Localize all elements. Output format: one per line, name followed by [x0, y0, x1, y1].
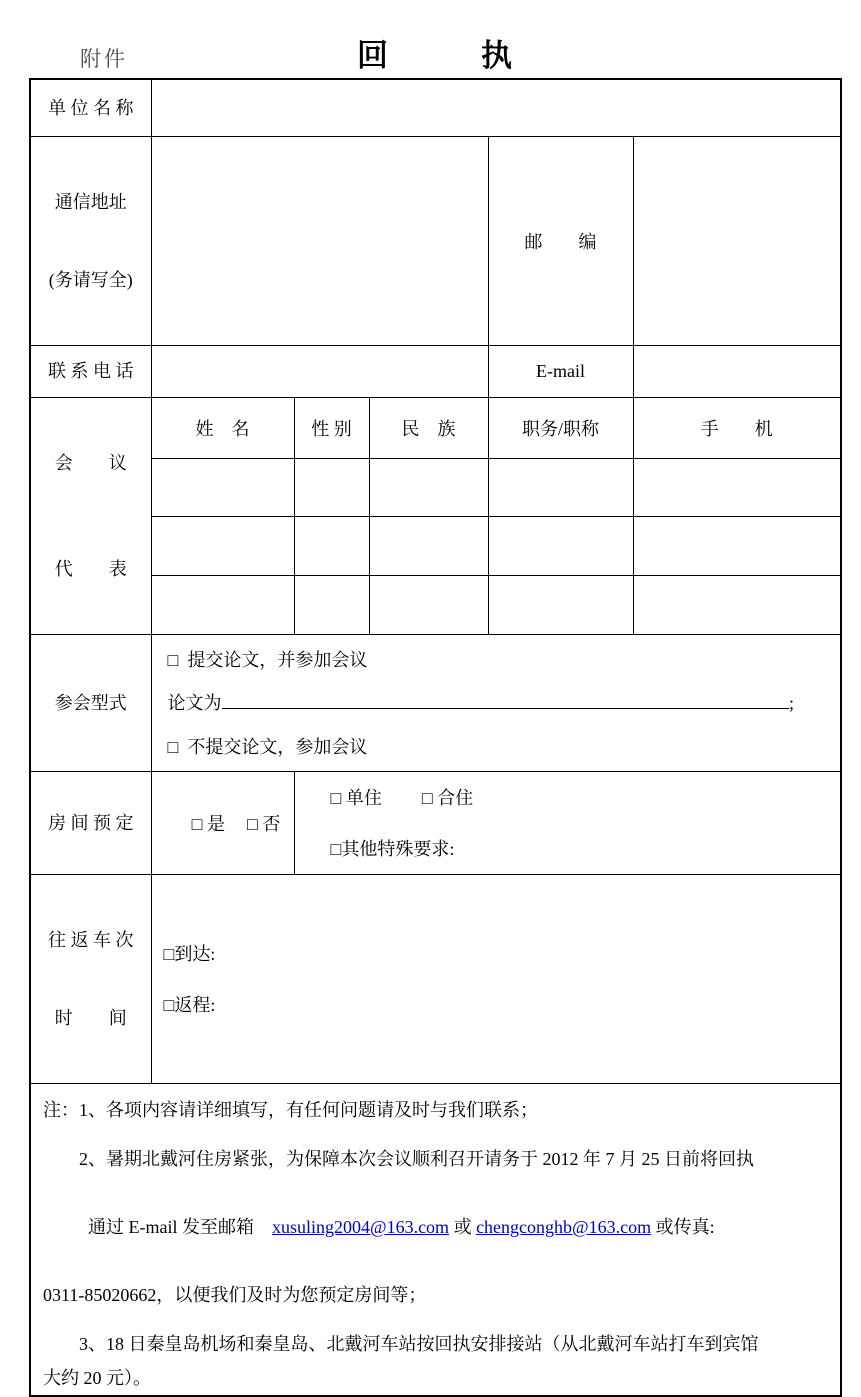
checkbox-room-no[interactable]: □ 否	[247, 813, 281, 834]
row-phone	[30, 345, 841, 397]
row-address	[30, 136, 841, 345]
delegate2-mobile-cell[interactable]	[633, 517, 841, 576]
col-header-mobile: 手 机	[633, 397, 841, 458]
note-3-line2: 大约 20 元）。	[43, 1367, 151, 1388]
notes-cell	[30, 1083, 841, 1396]
delegates-label-line1: 会 议	[54, 452, 127, 473]
checkbox-return[interactable]: □返程:	[163, 994, 216, 1015]
attachment-label: 附件	[80, 47, 128, 71]
delegate2-ethnicity-cell[interactable]	[369, 517, 488, 576]
note-3-line1: 3、18 日秦皇岛机场和秦皇岛、北戴河车站按回执安排接站（从北戴河车站打车到宾馆	[79, 1333, 759, 1354]
delegate3-mobile-cell[interactable]	[633, 575, 841, 634]
delegate3-gender-cell[interactable]	[294, 575, 369, 634]
paper-title-blank-line[interactable]	[222, 691, 790, 709]
delegate-row-1	[30, 458, 841, 517]
delegate1-ethnicity-cell[interactable]	[369, 458, 488, 517]
note-2-line1: 2、暑期北戴河住房紧张，为保障本次会议顺利召开请务于 2012 年 7 月 25 日前将回执	[79, 1148, 754, 1169]
note-2-or: 或	[449, 1216, 477, 1237]
postcode-label: 邮 编	[488, 136, 633, 345]
participation-cell	[151, 634, 841, 771]
room-label: 房 间 预 定	[30, 771, 151, 874]
reply-form-table	[29, 78, 842, 1397]
delegate1-mobile-cell[interactable]	[633, 458, 841, 517]
col-header-ethnicity: 民 族	[369, 397, 488, 458]
delegate3-name-cell[interactable]	[151, 575, 294, 634]
trip-label	[30, 874, 151, 1083]
trip-label-line1: 往 返 车 次	[48, 929, 134, 950]
email-input-cell[interactable]	[633, 345, 841, 397]
address-input-cell[interactable]	[151, 136, 488, 345]
row-participation	[30, 634, 841, 771]
email-label: E-mail	[488, 345, 633, 397]
email-link-1[interactable]: xusuling2004@163.com	[271, 1216, 450, 1237]
delegate3-title-cell[interactable]	[488, 575, 633, 634]
row-trip	[30, 874, 841, 1083]
note-2-line3: 0311-85020662，以便我们及时为您预定房间等；	[43, 1284, 427, 1305]
phone-label: 联 系 电 话	[30, 345, 151, 397]
delegate-row-3	[30, 575, 841, 634]
page-title: 回 执	[357, 38, 512, 73]
checkbox-room-other[interactable]: □其他特殊要求:	[330, 838, 455, 859]
row-room	[30, 771, 841, 874]
postcode-input-cell[interactable]	[633, 136, 841, 345]
checkbox-submit-paper[interactable]: □ 提交论文，并参加会议	[167, 649, 368, 670]
note-2-line2	[43, 1176, 826, 1278]
unit-name-label: 单 位 名 称	[30, 79, 151, 136]
phone-input-cell[interactable]	[151, 345, 488, 397]
email-link-2[interactable]: chengconghb@163.com	[476, 1216, 652, 1237]
trip-cell	[151, 874, 841, 1083]
trip-label-line2: 时 间	[54, 1007, 127, 1028]
row-notes	[30, 1083, 841, 1396]
note-2-line2-prefix: 通过 E-mail 发至邮箱	[88, 1216, 272, 1237]
address-label-line1: 通信地址	[54, 191, 127, 212]
paper-title-suffix: ;	[789, 693, 795, 714]
delegate1-gender-cell[interactable]	[294, 458, 369, 517]
delegate2-name-cell[interactable]	[151, 517, 294, 576]
note-1: 注：1、各项内容请详细填写，有任何问题请及时与我们联系；	[43, 1099, 538, 1120]
delegate3-ethnicity-cell[interactable]	[369, 575, 488, 634]
note-2-fax: 或传真:	[651, 1216, 715, 1237]
checkbox-room-share[interactable]: □ 合住	[421, 788, 474, 809]
delegates-label-line2: 代 表	[54, 558, 127, 579]
participation-label: 参会型式	[30, 634, 151, 771]
checkbox-room-single[interactable]: □ 单住	[330, 788, 382, 809]
row-delegates-header	[30, 397, 841, 458]
address-label-line2: (务请写全)	[48, 269, 133, 290]
checkbox-arrival[interactable]: □到达:	[163, 944, 216, 965]
delegate1-title-cell[interactable]	[488, 458, 633, 517]
col-header-name: 姓 名	[151, 397, 294, 458]
row-unit-name	[30, 79, 841, 136]
paper-title-prefix: 论文为	[167, 693, 222, 714]
col-header-title: 职务/职称	[488, 397, 633, 458]
delegate1-name-cell[interactable]	[151, 458, 294, 517]
room-options-cell	[294, 771, 841, 874]
checkbox-no-paper[interactable]: □ 不提交论文，参加会议	[167, 737, 368, 758]
delegate2-gender-cell[interactable]	[294, 517, 369, 576]
paper-title-line[interactable]	[168, 689, 823, 715]
room-yesno-cell	[151, 771, 294, 874]
delegates-label	[30, 397, 151, 634]
delegate-row-2	[30, 517, 841, 576]
checkbox-room-yes[interactable]: □ 是	[191, 813, 225, 834]
col-header-gender: 性 别	[294, 397, 369, 458]
unit-name-input-cell[interactable]	[151, 79, 841, 136]
delegate2-title-cell[interactable]	[488, 517, 633, 576]
address-label	[30, 136, 151, 345]
